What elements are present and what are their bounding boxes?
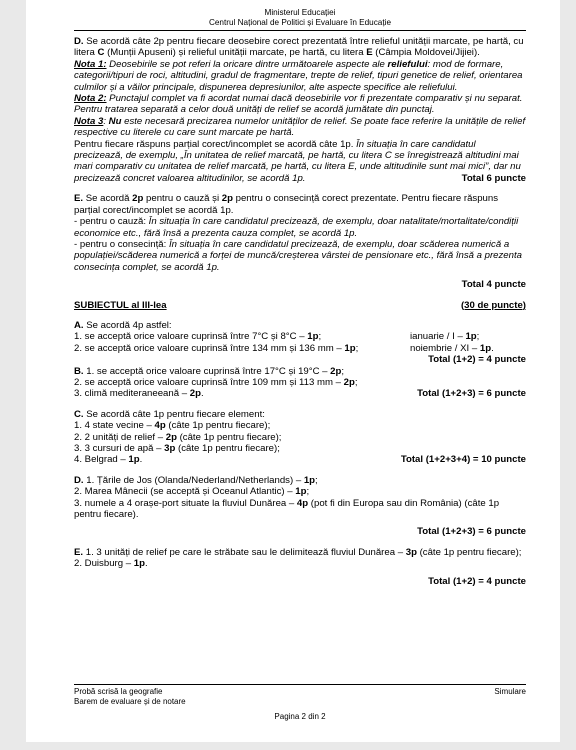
a-intro: A. Se acordă 4p astfel: xyxy=(74,319,172,331)
subject-3-points: (30 de puncte) xyxy=(460,299,526,311)
header-ministry: Ministerul Educației xyxy=(264,8,336,17)
footer-exam: Probă scrisă la geografie xyxy=(74,687,163,696)
c-intro: C. Se acordă câte 1p pentru fiecare element: xyxy=(74,408,265,420)
footer-page-number: Pagina 2 din 2 xyxy=(274,712,326,721)
a-total: Total (1+2) = 4 puncte xyxy=(428,354,526,366)
part-e-cauza: - pentru o cauză: În situația în care candidatul precizează, de exemplu, doar natalitate/mortalitate/condiții economice etc., fără însă a prezenta cauza complet, se acordă 1p. xyxy=(74,216,519,239)
b-line-2: 2. se acceptă orice valoare cuprinsă între 109 mm și 113 mm – 2p; xyxy=(74,376,358,388)
footer-divider xyxy=(74,684,526,685)
a-line-1: 1. se acceptă orice valoare cuprinsă între 7°C și 8°C – 1p; ianuarie / I – 1p; xyxy=(74,331,480,343)
b-total: Total (1+2+3) = 6 puncte xyxy=(417,388,526,400)
subject-3-title: SUBIECTUL al III-lea xyxy=(74,299,167,311)
c-line-2: 2. 2 unități de relief – 2p (câte 1p pentru fiecare); xyxy=(74,431,282,443)
c-total: Total (1+2+3+4) = 10 puncte xyxy=(400,454,526,466)
header-center: Centrul Național de Politici și Evaluare în Educație xyxy=(208,18,392,27)
page-footer xyxy=(74,687,526,722)
d-line-3: 3. numele a 4 orașe-port situate la fluviul Dunărea – 4p (pot fi din Europa sau din România) (câte 1p pentru fiecare). xyxy=(74,497,500,521)
footer-simulare: Simulare xyxy=(494,687,526,696)
content xyxy=(74,36,526,587)
e-line-1: E. 1. 3 unități de relief pe care le străbate sau le delimitează fluviul Dunărea – 3p (câte 1p pentru fiecare); xyxy=(74,546,522,558)
header-divider xyxy=(74,30,526,31)
e-line-2: 2. Duisburg – 1p. xyxy=(74,558,148,570)
part-d-intro: D. Se acordă câte 2p pentru fiecare deosebire corect prezentată între relieful unității marcate, pe hartă, cu litera C (Munții Apuseni) și relieful unității marcate, pe hartă, cu litera E (Câmpia Moldovei/Jijiei). xyxy=(74,36,524,59)
subject-3-heading xyxy=(74,300,526,311)
a-line-2: 2. se acceptă orice valoare cuprinsă între 134 mm și 136 mm – 1p; noiembrie / XI – 1p. xyxy=(74,342,494,354)
c-line-3: 3. 3 cursuri de apă – 3p (câte 1p pentru fiecare); xyxy=(74,443,280,455)
part-d-nota3: Nota 3: Nu este necesară precizarea numelor unităților de relief. Se poate face referire la unitățile de relief respective cu literele cu care sunt marcate pe hartă. xyxy=(74,115,526,139)
c-line-4: 4. Belgrad – 1p. Total (1+2+3+4) = 10 puncte xyxy=(74,454,526,466)
part-e-intro: E. Se acordă 2p pentru o cauză și 2p pentru o consecință corect prezentate. Pentru fiecare răspuns parțial corect/incomplet se acordă 1p. xyxy=(74,193,499,216)
footer-barem: Barem de evaluare și de notare xyxy=(74,697,186,706)
part-d-total: Total 6 puncte xyxy=(461,172,526,184)
c-line-1: 1. 4 state vecine – 4p (câte 1p pentru fiecare); xyxy=(74,420,271,432)
part-d-nota1: Nota 1: Deosebirile se pot referi la oricare dintre următoarele aspecte ale reliefului: mod de formare, categorii/tipuri de roci, altitudini, gradul de fragmentare, trepte de relief, tipuri genetice de relief, orientarea culmilor și a văilor principale, dispunerea depresiunilor, alte aspecte specifice ale reliefului. xyxy=(74,58,523,93)
part-d-nota2: Nota 2: Punctajul complet va fi acordat numai dacă deosebirile vor fi prezentate comparativ și nu separat. Pentru tratarea separată a celor două unități de relief se acordă jumătate din punctaj. xyxy=(74,93,523,116)
d-total: Total (1+2+3) = 6 puncte xyxy=(417,526,526,538)
b-line-3: 3. climă mediteraneeană – 2p. Total (1+2+3) = 6 puncte xyxy=(74,388,526,400)
b-line-1: B. 1. se acceptă orice valoare cuprinsă între 17°C și 19°C – 2p; xyxy=(74,365,345,377)
part-e-consecinta: - pentru o consecință: În situația în care candidatul precizează, de exemplu, doar scăderea numerică a populației/scăderea numerică a forței de muncă/creșterea vârstei de pensionare etc., fără însă a prezenta consecința complet, se acordă 1p. xyxy=(74,238,522,273)
part-d-partial: Pentru fiecare răspuns parțial corect/incomplet se acordă câte 1p. În situația în care candidatul precizează, de exemplu, „În unitatea de relief marcată, pe hartă, cu litera C se înregistrează altitudini mai mari comparativ cu unitatea de relief marcată, pe hartă, cu litera E, unde altitudinile sunt mai mici”, dar nu precizează concret valoarea altitudinilor, se acordă 1p. xyxy=(74,138,521,184)
d-line-2: 2. Marea Mânecii (se acceptă și Oceanul Atlantic) – 1p; xyxy=(74,486,310,498)
page-header xyxy=(74,8,526,28)
document-page xyxy=(26,0,560,742)
part-e-total: Total 4 puncte xyxy=(461,279,526,291)
d-line-1: D. 1. Țările de Jos (Olanda/Nederland/Netherlands) – 1p; xyxy=(74,474,318,486)
e-total: Total (1+2) = 4 puncte xyxy=(428,575,526,587)
